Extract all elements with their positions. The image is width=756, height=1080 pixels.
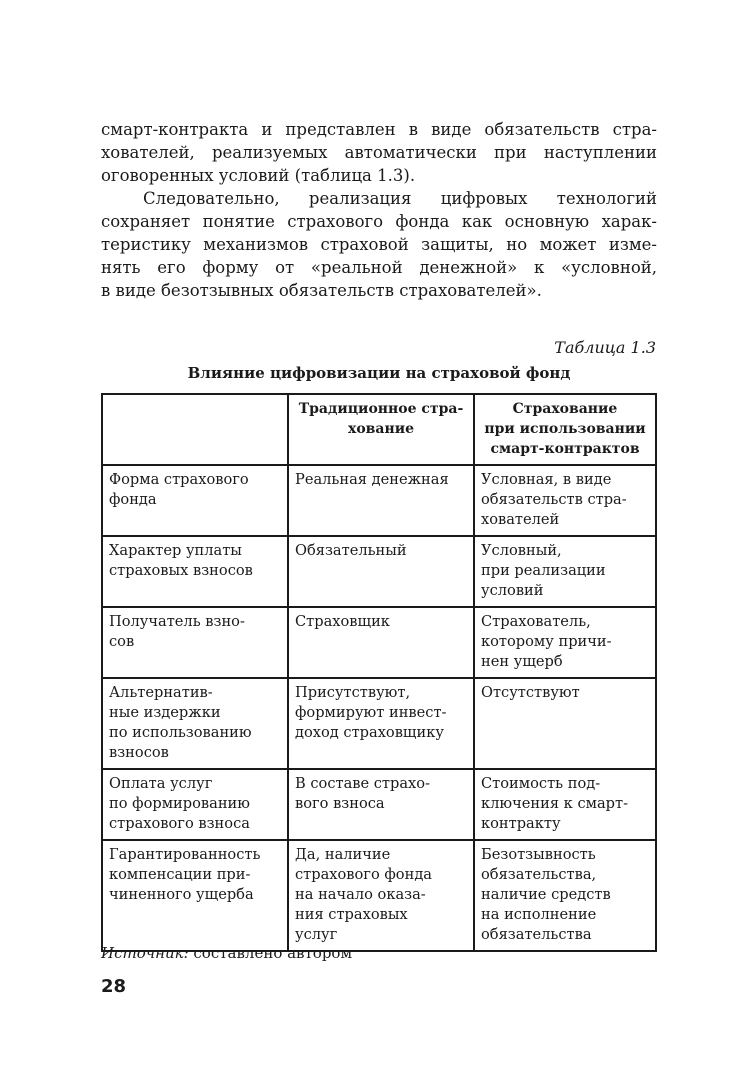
table-cell: Обязательный bbox=[288, 536, 474, 607]
table-cell: Реальная денежная bbox=[288, 465, 474, 536]
table-source bbox=[101, 944, 352, 962]
table-cell: Стоимость под- ключения к смарт- контракту bbox=[474, 769, 656, 840]
text-line: в виде безотзывных обязательств страхователей». bbox=[101, 281, 542, 300]
table-cell: Да, наличие страхового фонда на начало оказа- ния страховых услуг bbox=[288, 840, 474, 951]
page-number: 28 bbox=[101, 976, 127, 997]
text-line: Следовательно, реализация цифровых технологий bbox=[143, 189, 657, 208]
paragraph-1 bbox=[101, 118, 657, 187]
table-cell: Страховщик bbox=[288, 607, 474, 678]
table-cell: Условная, в виде обязательств стра- хователей bbox=[474, 465, 656, 536]
table-cell: Альтернатив- ные издержки по использованию взносов bbox=[102, 678, 288, 769]
table-cell: Безотзывность обязательства, наличие средств на исполнение обязательства bbox=[474, 840, 656, 951]
text-line: хователей, реализуемых автоматически при наступлении bbox=[101, 143, 657, 162]
paragraph-2 bbox=[101, 187, 657, 302]
table-cell: Условный, при реализации условий bbox=[474, 536, 656, 607]
table-row bbox=[102, 465, 656, 536]
table-cell: Страхователь, которому причи- нен ущерб bbox=[474, 607, 656, 678]
table-cell: Характер уплаты страховых взносов bbox=[102, 536, 288, 607]
table-cell: В составе страхо- вого взноса bbox=[288, 769, 474, 840]
table-cell: Получатель взно- сов bbox=[102, 607, 288, 678]
table-cell: Традиционное стра- хование bbox=[288, 394, 474, 465]
table-row bbox=[102, 769, 656, 840]
text-line: оговоренных условий (таблица 1.3). bbox=[101, 166, 416, 185]
table-cell: Страхование при использовании смарт-контрактов bbox=[474, 394, 656, 465]
table-caption: Таблица 1.3 bbox=[554, 338, 656, 357]
table-cell: Гарантированность компенсации при- чиненного ущерба bbox=[102, 840, 288, 951]
table-cell: Форма страхового фонда bbox=[102, 465, 288, 536]
table-cell bbox=[102, 394, 288, 465]
table-row bbox=[102, 607, 656, 678]
comparison-table bbox=[101, 393, 657, 952]
table-title: Влияние цифровизации на страховой фонд bbox=[187, 364, 571, 382]
table-row bbox=[102, 840, 656, 951]
table-row bbox=[102, 536, 656, 607]
text-line: нять его форму от «реальной денежной» к «условной, bbox=[101, 258, 657, 277]
table-header-row bbox=[102, 394, 656, 465]
table-cell: Оплата услуг по формированию страхового взноса bbox=[102, 769, 288, 840]
source-text: составлено автором bbox=[188, 944, 353, 962]
table-cell: Присутствуют, формируют инвест- доход страховщику bbox=[288, 678, 474, 769]
source-label: Источник: bbox=[101, 944, 189, 962]
text-line: теристику механизмов страховой защиты, но может изме- bbox=[101, 235, 657, 254]
text-line: сохраняет понятие страхового фонда как основную харак- bbox=[101, 212, 657, 231]
table-cell: Отсутствуют bbox=[474, 678, 656, 769]
text-line: смарт-контракта и представлен в виде обязательств стра- bbox=[101, 120, 657, 139]
table-row bbox=[102, 678, 656, 769]
